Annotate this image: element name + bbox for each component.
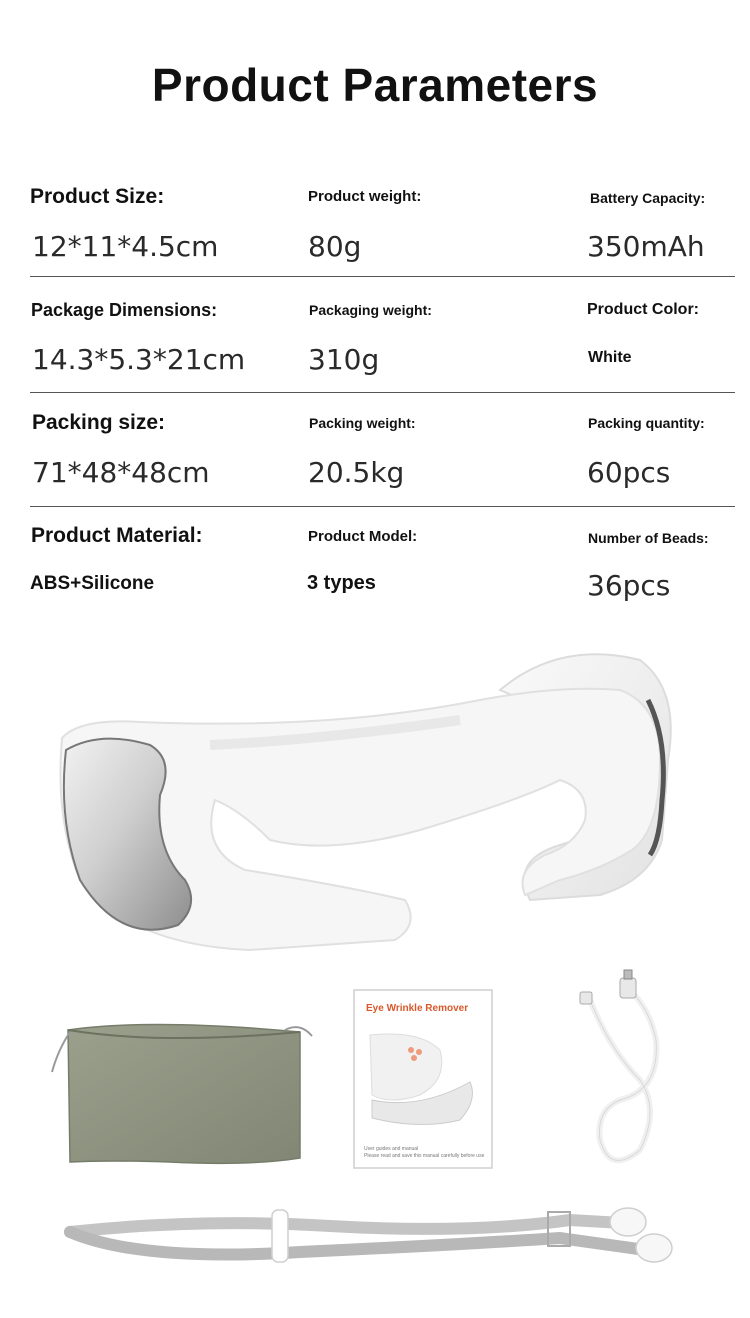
- page-title: Product Parameters: [151, 59, 599, 111]
- packaging-weight-value: 310g: [308, 343, 380, 376]
- product-size-label: Product Size:: [30, 185, 165, 208]
- number-of-beads-label: Number of Beads:: [588, 530, 709, 546]
- manual-footnote-2: Please read and save this manual carefully before use: [364, 1153, 485, 1159]
- product-illustrations: [0, 640, 750, 1318]
- product-weight-label: Product weight:: [308, 188, 422, 205]
- number-of-beads-value: 36pcs: [587, 569, 671, 602]
- packing-weight-label: Packing weight:: [309, 415, 416, 431]
- row-divider-2: [30, 392, 735, 393]
- user-manual-image: [354, 990, 492, 1168]
- packaging-weight-label: Packaging weight:: [309, 302, 432, 318]
- row-divider-3: [30, 506, 735, 507]
- product-material-value: ABS+Silicone: [30, 573, 155, 594]
- product-material-label: Product Material:: [31, 524, 203, 547]
- battery-capacity-value: 350mAh: [587, 230, 705, 263]
- package-dimensions-label: Package Dimensions:: [31, 300, 218, 320]
- product-size-value: 12*11*4.5cm: [32, 230, 219, 263]
- manual-title: Eye Wrinkle Remover: [366, 1003, 469, 1014]
- row-divider-1: [30, 276, 735, 277]
- manual-footnote-1: User guides and manual: [364, 1146, 419, 1152]
- product-model-label: Product Model:: [308, 528, 418, 545]
- packing-quantity-value: 60pcs: [587, 456, 671, 489]
- eye-mask-image: [60, 654, 670, 950]
- product-color-label: Product Color:: [587, 301, 699, 318]
- package-dimensions-value: 14.3*5.3*21cm: [32, 343, 246, 376]
- battery-capacity-label: Battery Capacity:: [590, 190, 706, 206]
- usb-cable-image: [580, 970, 656, 1160]
- product-model-value: 3 types: [307, 572, 376, 594]
- product-weight-value: 80g: [308, 230, 362, 263]
- packing-size-value: 71*48*48cm: [32, 456, 210, 489]
- product-color-value: White: [588, 349, 632, 366]
- head-strap-image: [70, 1208, 672, 1262]
- packing-quantity-label: Packing quantity:: [588, 415, 705, 431]
- packing-weight-value: 20.5kg: [308, 456, 405, 489]
- packing-size-label: Packing size:: [32, 411, 166, 434]
- storage-pouch-image: [52, 1024, 312, 1163]
